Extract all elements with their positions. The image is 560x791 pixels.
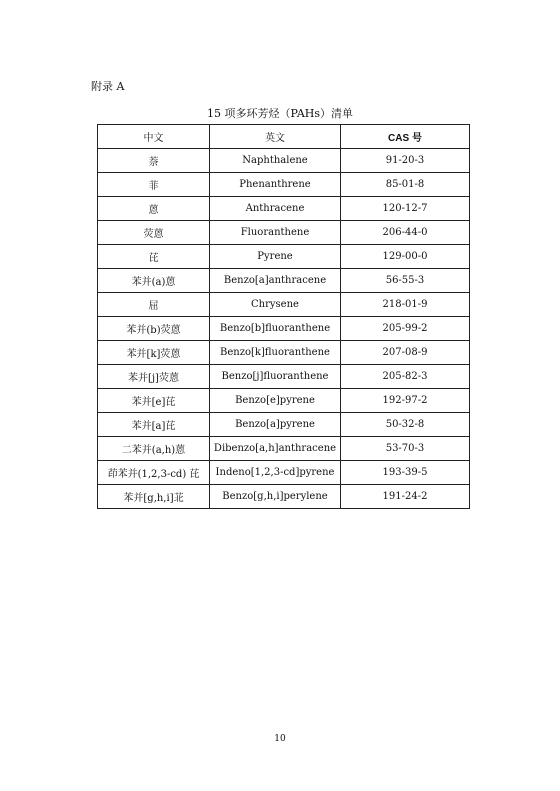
- cell-cas: 191-24-2: [341, 485, 470, 509]
- page-number: 10: [274, 734, 286, 744]
- table-row: [98, 269, 470, 293]
- table-row: [98, 197, 470, 221]
- appendix-label: 附录 A: [91, 80, 125, 93]
- cell-english: Indeno[1,2,3-cd]pyrene: [210, 461, 341, 485]
- table-row: [98, 365, 470, 389]
- table-row: [98, 173, 470, 197]
- cell-chinese: 二苯并(a,h)蒽: [98, 437, 210, 461]
- table-row: [98, 461, 470, 485]
- table-row: [98, 221, 470, 245]
- cell-english: Naphthalene: [210, 149, 341, 173]
- cell-cas: 206-44-0: [341, 221, 470, 245]
- pah-table: [97, 124, 470, 509]
- header-english: 英文: [210, 125, 341, 149]
- header-cas: CAS 号: [341, 125, 470, 149]
- cell-chinese: 苯并[g,h,i]苝: [98, 485, 210, 509]
- cell-cas: 91-20-3: [341, 149, 470, 173]
- cell-english: Phenanthrene: [210, 173, 341, 197]
- table-row: [98, 437, 470, 461]
- table-row: [98, 149, 470, 173]
- cell-chinese: 蒽: [98, 197, 210, 221]
- cell-english: Benzo[b]fluoranthene: [210, 317, 341, 341]
- cell-chinese: 苯并[j]荧蒽: [98, 365, 210, 389]
- cell-cas: 129-00-0: [341, 245, 470, 269]
- header-chinese: 中文: [98, 125, 210, 149]
- cell-chinese: 茚苯并(1,2,3-cd) 芘: [98, 461, 210, 485]
- cell-chinese: 苯并(a)蒽: [98, 269, 210, 293]
- cell-chinese: 苯并[e]芘: [98, 389, 210, 413]
- cell-english: Benzo[k]fluoranthene: [210, 341, 341, 365]
- cell-chinese: 菲: [98, 173, 210, 197]
- cell-english: Fluoranthene: [210, 221, 341, 245]
- cell-cas: 56-55-3: [341, 269, 470, 293]
- cell-cas: 192-97-2: [341, 389, 470, 413]
- table-row: [98, 485, 470, 509]
- table-row: [98, 341, 470, 365]
- cell-english: Benzo[a]pyrene: [210, 413, 341, 437]
- cell-english: Benzo[j]fluoranthene: [210, 365, 341, 389]
- cell-english: Benzo[g,h,i]perylene: [210, 485, 341, 509]
- cell-cas: 218-01-9: [341, 293, 470, 317]
- cell-cas: 205-82-3: [341, 365, 470, 389]
- cell-english: Pyrene: [210, 245, 341, 269]
- table-header-row: [98, 125, 470, 149]
- cell-chinese: 屈: [98, 293, 210, 317]
- cell-chinese: 荧蒽: [98, 221, 210, 245]
- cell-cas: 53-70-3: [341, 437, 470, 461]
- cell-english: Chrysene: [210, 293, 341, 317]
- table-row: [98, 389, 470, 413]
- cell-cas: 207-08-9: [341, 341, 470, 365]
- cell-english: Dibenzo[a,h]anthracene: [210, 437, 341, 461]
- cell-chinese: 苯并[a]芘: [98, 413, 210, 437]
- cell-cas: 85-01-8: [341, 173, 470, 197]
- cell-cas: 50-32-8: [341, 413, 470, 437]
- cell-cas: 120-12-7: [341, 197, 470, 221]
- cell-cas: 205-99-2: [341, 317, 470, 341]
- table-title: 15 项多环芳烃（PAHs）清单: [206, 107, 354, 120]
- table-row: [98, 245, 470, 269]
- cell-english: Anthracene: [210, 197, 341, 221]
- cell-chinese: 萘: [98, 149, 210, 173]
- table-row: [98, 317, 470, 341]
- table-row: [98, 293, 470, 317]
- cell-chinese: 芘: [98, 245, 210, 269]
- cell-english: Benzo[e]pyrene: [210, 389, 341, 413]
- cell-chinese: 苯并(b)荧蒽: [98, 317, 210, 341]
- table-row: [98, 413, 470, 437]
- cell-chinese: 苯并[k]荧蒽: [98, 341, 210, 365]
- cell-cas: 193-39-5: [341, 461, 470, 485]
- cell-english: Benzo[a]anthracene: [210, 269, 341, 293]
